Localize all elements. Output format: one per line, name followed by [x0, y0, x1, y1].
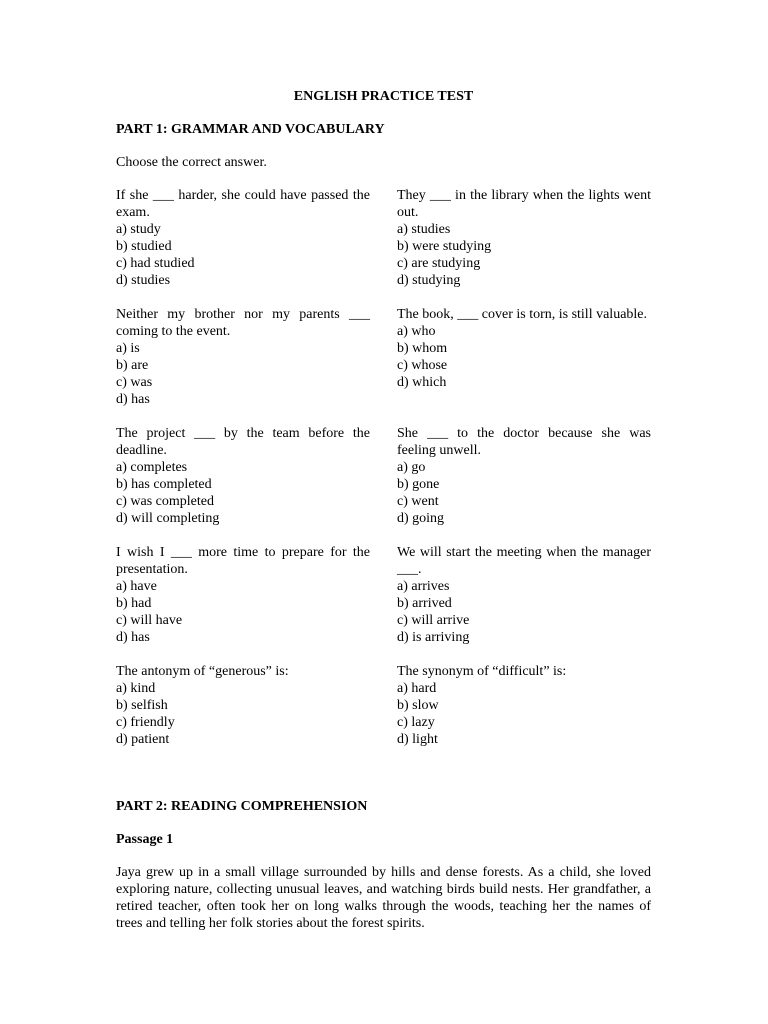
- option-d: d) will completing: [116, 511, 220, 526]
- option-d: d) studies: [116, 273, 171, 288]
- option-a: a) hard: [397, 681, 437, 696]
- option-d: d) has: [116, 630, 150, 645]
- option-a: a) completes: [116, 460, 188, 475]
- question-stem: She ___ to the doctor because she was feeling unwell.: [397, 426, 651, 458]
- option-a: a) arrives: [397, 579, 450, 594]
- question-6: [397, 425, 651, 527]
- option-b: b) arrived: [397, 596, 452, 611]
- option-b: b) gone: [397, 477, 440, 492]
- option-b: b) are: [116, 358, 149, 373]
- option-a: a) who: [397, 324, 436, 339]
- option-d: d) studying: [397, 273, 461, 288]
- option-d: d) light: [397, 732, 438, 747]
- question-stem: The project ___ by the team before the deadline.: [116, 426, 370, 458]
- question-5: [116, 425, 370, 527]
- part2-heading: PART 2: READING COMPREHENSION: [116, 799, 368, 814]
- option-c: c) was: [116, 375, 153, 390]
- option-a: a) go: [397, 460, 426, 475]
- question-stem: The book, ___ cover is torn, is still valuable.: [397, 307, 648, 322]
- passage-title: Passage 1: [116, 832, 174, 847]
- question-grid: [116, 187, 651, 748]
- option-b: b) selfish: [116, 698, 168, 713]
- option-b: b) were studying: [397, 239, 492, 254]
- option-b: b) had: [116, 596, 152, 611]
- question-1: [116, 187, 370, 289]
- part1-instruction: Choose the correct answer.: [116, 155, 267, 170]
- document-page: [116, 88, 651, 932]
- question-stem: If she ___ harder, she could have passed the exam.: [116, 188, 370, 220]
- option-b: b) slow: [397, 698, 439, 713]
- question-10: [397, 663, 651, 748]
- question-2: [397, 187, 651, 289]
- option-c: c) had studied: [116, 256, 195, 271]
- question-9: [116, 663, 370, 748]
- question-stem: The antonym of “generous” is:: [116, 664, 289, 679]
- option-d: d) has: [116, 392, 150, 407]
- question-stem: We will start the meeting when the manager ___.: [397, 545, 651, 577]
- option-a: a) kind: [116, 681, 156, 696]
- question-stem: They ___ in the library when the lights went out.: [397, 188, 651, 220]
- option-c: c) are studying: [397, 256, 481, 271]
- option-c: c) lazy: [397, 715, 435, 730]
- option-c: c) friendly: [116, 715, 175, 730]
- option-a: a) studies: [397, 222, 451, 237]
- option-b: b) studied: [116, 239, 172, 254]
- question-7: [116, 544, 370, 646]
- question-stem: I wish I ___ more time to prepare for the presentation.: [116, 545, 370, 577]
- option-c: c) will have: [116, 613, 183, 628]
- option-c: c) whose: [397, 358, 448, 373]
- option-b: b) whom: [397, 341, 448, 356]
- part1-heading: PART 1: GRAMMAR AND VOCABULARY: [116, 122, 385, 137]
- option-a: a) is: [116, 341, 140, 356]
- question-stem: The synonym of “difficult” is:: [397, 664, 567, 679]
- option-d: d) is arriving: [397, 630, 470, 645]
- option-b: b) has completed: [116, 477, 212, 492]
- option-c: c) will arrive: [397, 613, 470, 628]
- option-a: a) study: [116, 222, 161, 237]
- question-8: [397, 544, 651, 646]
- question-4: [397, 306, 651, 408]
- option-d: d) going: [397, 511, 445, 526]
- option-c: c) was completed: [116, 494, 214, 509]
- question-stem: Neither my brother nor my parents ___ coming to the event.: [116, 307, 370, 339]
- question-3: [116, 306, 370, 408]
- option-d: d) which: [397, 375, 447, 390]
- option-a: a) have: [116, 579, 157, 594]
- test-title: ENGLISH PRACTICE TEST: [293, 89, 474, 104]
- option-c: c) went: [397, 494, 439, 509]
- option-d: d) patient: [116, 732, 170, 747]
- passage-text: Jaya grew up in a small village surrounded by hills and dense forests. As a child, she loved exploring nature, collecting unusual leaves, and watching birds build nests. Her grandfather, a retired teacher, often took her on long walks through the woods, teaching her the names of trees and telling her folk stories about the forest spirits.: [116, 865, 651, 931]
